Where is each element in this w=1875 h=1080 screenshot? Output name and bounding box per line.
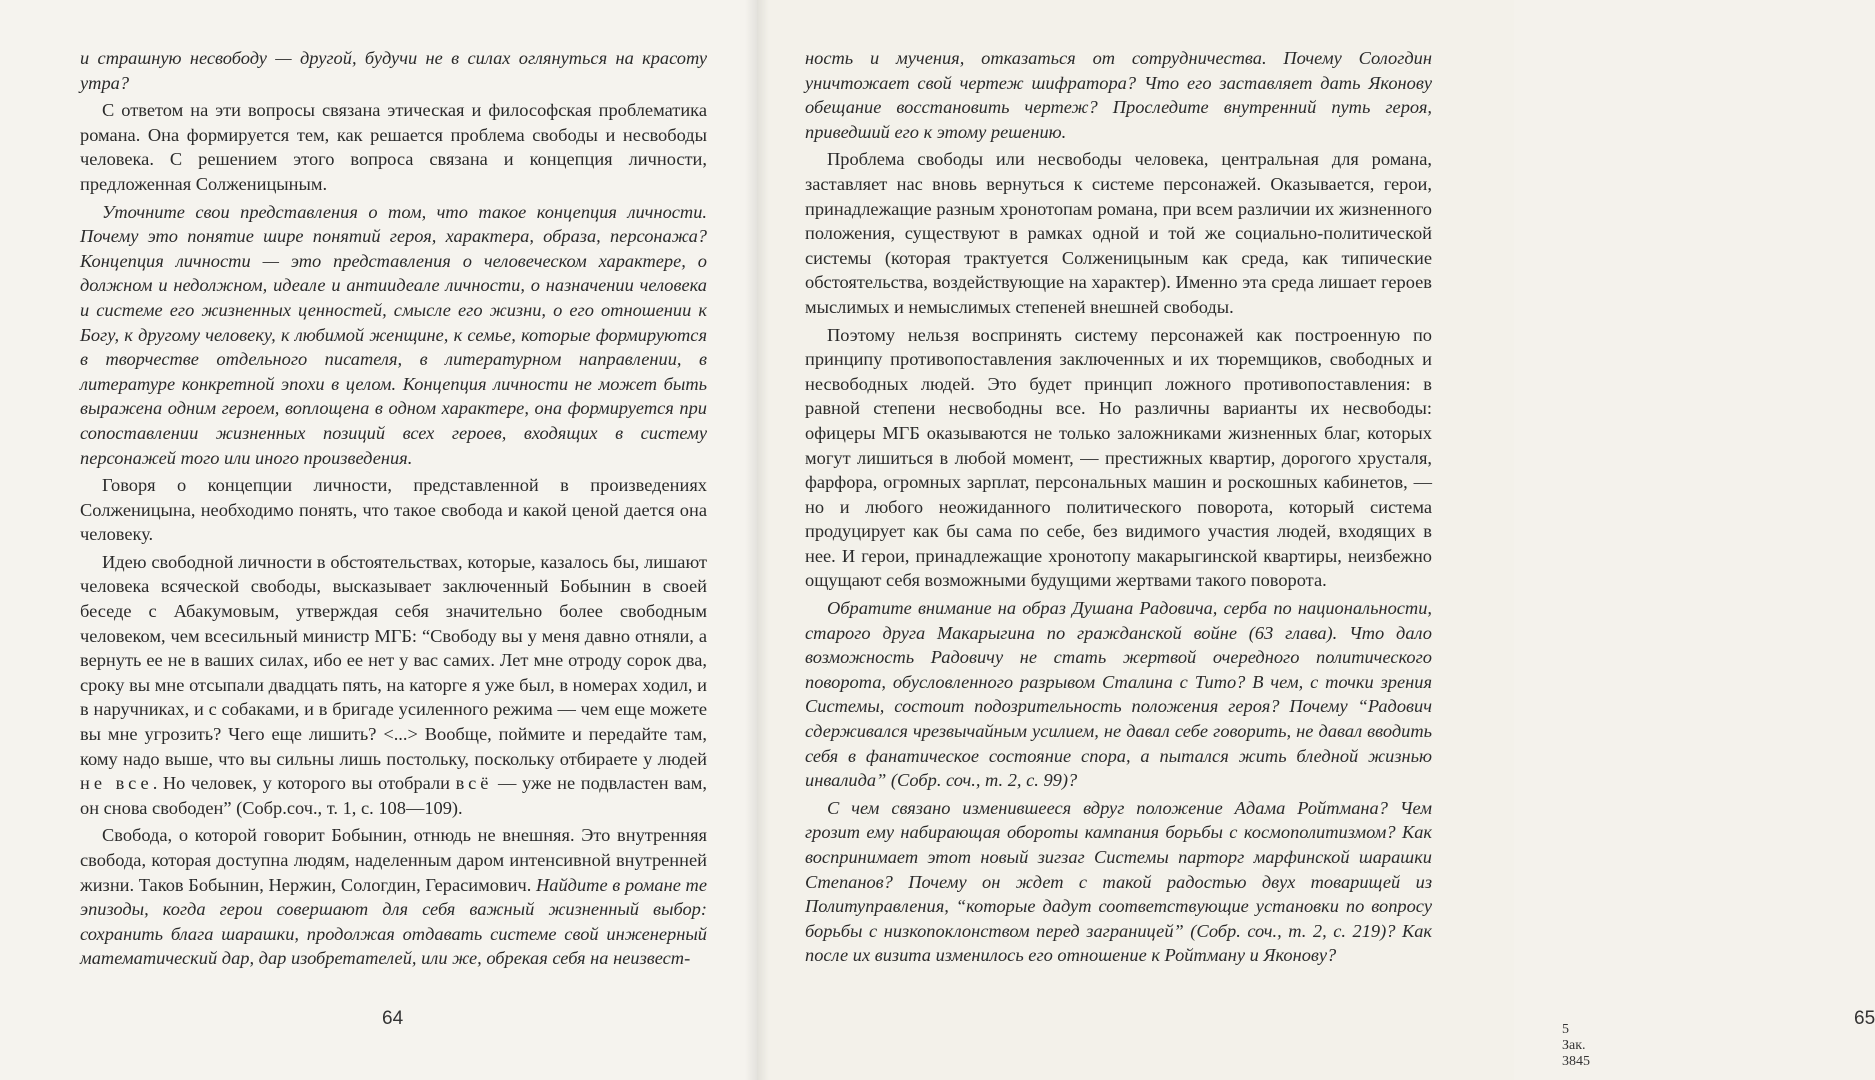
left-page (0, 0, 757, 1080)
page-number-right: 65 (1854, 1008, 1875, 1029)
text-run: Уточните свои представления о том, что такое концепция личности. Почему это понятие шире понятий героя, характера, образа, персонажа? Концепция личности — это представления о человеческом характере, о должном и недолжном, идеале и антиидеале личности, о назначении человека и системе его жизненных ценностей, смысле его жизни, о его отношении к Богу, к другому человеку, к любимой женщине, к семье, которые формируются в творчестве отдельного писателя, в литературном направлении, в литературе конкретной эпохи в целом. Концепция личности не может быть выражена одним героем, воплощена в одном характере, она формируется при сопоставлении жизненных позиций всех героев, входящих в систему персонажей того или иного произведения. (80, 201, 707, 468)
paragraph (805, 796, 1432, 968)
print-order-note: 5 Зак. 3845 (1562, 1022, 1590, 1069)
text-run: Идею свободной личности в обстоятельствах, которые, казалось бы, лишают человека всяческой свободы, высказывает заключенный Бобынин в своей беседе с Абакумовым, утверждая себя значительно более свободным человеком, чем всесильный министр МГБ: “Свободу вы у меня давно отняли, а вернуть ее не в ваших силах, ибо ее нет у вас самих. Лет мне отроду сорок два, сроку вы мне отсыпали двадцать пять, на каторге я уже был, в номерах ходил, и в наручниках, и с собаками, и в бригаде усиленного режима — чем еще можете вы мне угрозить? Чего еще лишить? <...> Вообще, поймите и передайте там, кому надо выше, что вы сильны лишь постольку, поскольку отбираете у людей (80, 551, 707, 769)
paragraph (805, 323, 1432, 594)
right-page (757, 0, 1875, 1080)
text-run: и страшную несвободу — другой, будучи не в силах оглянуться на красоту утра? (80, 48, 707, 93)
text-run: — уже не подвластен вам, он снова свободен” (Собр.соч., т. 1, с. 108—109). (80, 773, 708, 818)
book-gutter (745, 0, 769, 1080)
paragraph (80, 550, 707, 821)
paragraph (80, 98, 707, 196)
paragraph (80, 823, 707, 971)
paragraph (805, 596, 1432, 793)
text-run: . Но человек, у которого вы отобрали (152, 773, 456, 794)
paragraph (805, 147, 1432, 319)
text-run: всё (455, 773, 493, 794)
text-run: ность и мучения, отказаться от сотрудничества. Почему Сологдин уничтожает свой чертеж шифратора? Что его заставляет дать Яконову обещание восстановить чертеж? Проследите внутренний путь героя, приведший его к этому решению. (805, 48, 1432, 142)
text-run: С чем связано изменившееся вдруг положение Адама Ройтмана? Чем грозит ему набирающая обороты кампания борьбы с космополитизмом? Как воспринимает этот новый зигзаг Системы парторг марфинской шарашки Степанов? Почему он ждет с такой радостью двух товарищей из Политуправления, “которые дадут соответствующие установки по вопросу борьбы с низкопоклонством перед заграницей” (Собр. соч., т. 2, с. 219)? Как после их визита изменилось его отношение к Ройтману и Яконову? (805, 797, 1432, 966)
left-page-text (80, 46, 707, 971)
right-page-text (805, 46, 1432, 968)
text-run: Говоря о концепции личности, представленной в произведениях Солженицына, необходимо понять, что такое свобода и какой ценой дается она человеку. (80, 475, 707, 545)
text-run: С ответом на эти вопросы связана этическая и философская проблематика романа. Она формируется тем, как решается проблема свободы и несвободы человека. С решением этого вопроса связана и концепция личности, предложенная Солженицыным. (80, 100, 707, 194)
text-run: Найдите в романе те эпизоды, когда герои совершают для себя важный жизненный выбор: сохранить блага шарашки, продолжая отдавать системе свой инженерный математический дар, дар изобретателей, или же, обрекая себя на неизвест- (80, 874, 707, 969)
page-number-left: 64 (382, 1008, 404, 1029)
paragraph (80, 473, 707, 547)
text-run: Проблема свободы или несвободы человека, центральная для романа, заставляет нас вновь вернуться к системе персонажей. Оказывается, герои, принадлежащие разным хронотопам романа, при всем различии их жизненного положения, существуют в рамках одной и той же социально-политической системы (которая трактуется Солженицыным как среда, как типические обстоятельства, воздействующие на характер). Именно эта среда лишает героев мыслимых и немыслимых степеней внешней свободы. (805, 149, 1432, 317)
text-run: Обратите внимание на образ Душана Радовича, серба по национальности, старого друга Макарыгина по гражданской войне (63 глава). Что дало возможность Радовичу не стать жертвой очередного политического поворота, обусловленного разрывом Сталина с Тито? В чем, с точки зрения Системы, состоит подозрительность положения героя? Почему “Радович сдерживался чрезвычайным усилием, не давал себе говорить, не давал вводить себя в фанатическое состояние спора, а пытался жить бледной жизнью инвалида” (Собр. соч., т. 2, с. 99)? (805, 598, 1432, 791)
paragraph (805, 46, 1432, 144)
text-run: не все (80, 773, 153, 794)
text-run: Свобода, о которой говорит Бобынин, отнюдь не внешняя. Это внутренняя свобода, которая доступна людям, наделенным даром интенсивной внутренней жизни. Таков Бобынин, Нержин, Сологдин, Герасимович. (80, 825, 707, 895)
paragraph (80, 200, 707, 471)
text-run: Поэтому нельзя воспринять систему персонажей как построенную по принципу противопоставления заключенных и их тюремщиков, свободных и несвободных людей. Это будет принцип ложного противопоставления: в равной степени несвободны все. Но различны варианты их несвободы: офицеры МГБ оказываются не только заложниками жизненных благ, которых могут лишиться в любой момент, — престижных квартир, дорогого хрусталя, фарфора, огромных зарплат, персональных машин и роскошных кабинетов, — но и любого неожиданного политического поворота, который система продуцирует как бы сама по себе, без видимого участия людей, входящих в нее. И герои, принадлежащие хронотопу макарыгинской квартиры, неизбежно ощущают себя возможными будущими жертвами такого поворота. (805, 324, 1432, 591)
paragraph (80, 46, 707, 95)
